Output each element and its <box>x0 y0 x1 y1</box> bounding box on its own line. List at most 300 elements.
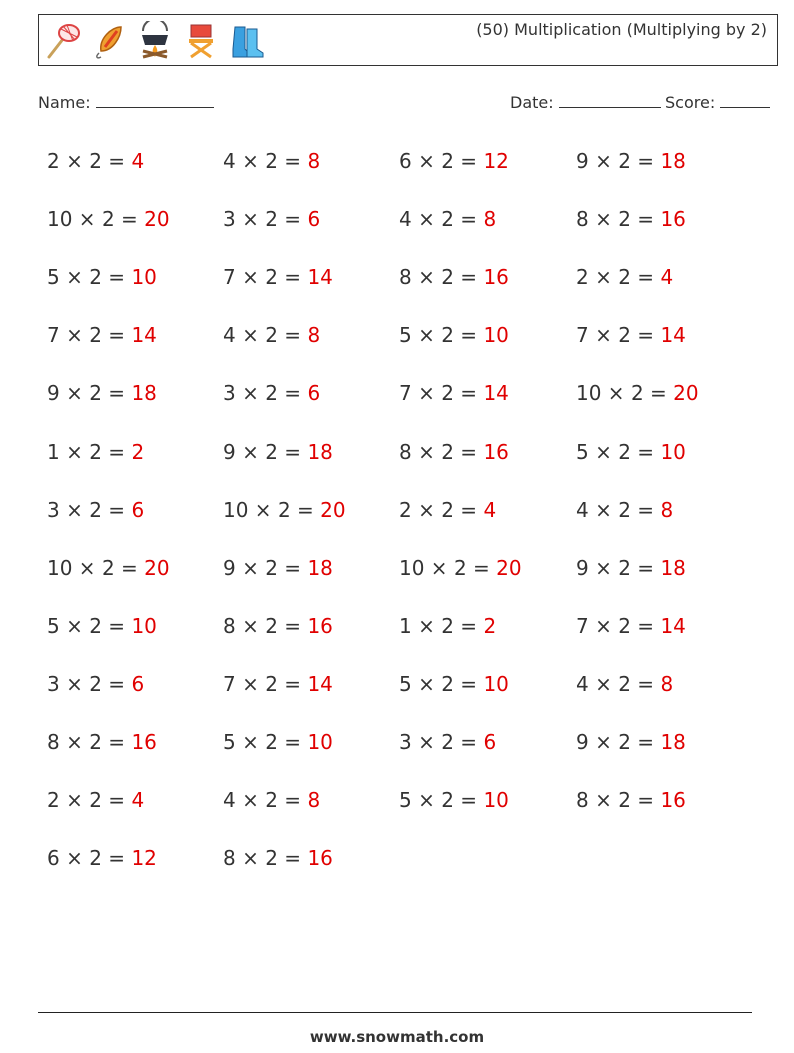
problem-item <box>47 730 157 754</box>
times-sign: × <box>588 498 619 522</box>
problem-item <box>47 556 170 580</box>
equals-sign: = <box>453 614 484 638</box>
multiplicand: 5 <box>576 440 589 464</box>
header-icons <box>43 19 267 63</box>
times-sign: × <box>235 788 266 812</box>
multiplier: 2 <box>618 730 631 754</box>
multiplier: 2 <box>618 265 631 289</box>
times-sign: × <box>235 149 266 173</box>
times-sign: × <box>588 265 619 289</box>
multiplier: 2 <box>265 381 278 405</box>
equals-sign: = <box>630 672 661 696</box>
equals-sign: = <box>630 614 661 638</box>
multiplicand: 3 <box>47 672 60 696</box>
problem-item <box>223 440 333 464</box>
problem-item <box>576 614 686 638</box>
equals-sign: = <box>630 556 661 580</box>
equals-sign: = <box>630 207 661 231</box>
equals-sign: = <box>630 265 661 289</box>
times-sign: × <box>411 440 442 464</box>
problem-item <box>576 265 673 289</box>
equals-sign: = <box>630 730 661 754</box>
multiplicand: 10 <box>399 556 425 580</box>
multiplicand: 9 <box>576 556 589 580</box>
times-sign: × <box>248 498 278 522</box>
multiplier: 2 <box>89 672 102 696</box>
multiplier: 2 <box>89 730 102 754</box>
multiplier: 2 <box>277 498 291 522</box>
name-blank[interactable] <box>96 93 214 108</box>
multiplicand: 8 <box>223 846 236 870</box>
multiplicand: 7 <box>576 614 589 638</box>
times-sign: × <box>411 149 442 173</box>
multiplier: 2 <box>453 556 467 580</box>
answer: 16 <box>483 440 509 464</box>
equals-sign: = <box>101 265 132 289</box>
times-sign: × <box>411 730 442 754</box>
multiplicand: 7 <box>47 323 60 347</box>
answer: 8 <box>307 149 321 173</box>
answer: 6 <box>307 207 321 231</box>
answer: 6 <box>483 730 497 754</box>
answer: 10 <box>307 730 333 754</box>
multiplier: 2 <box>441 207 454 231</box>
multiplier: 2 <box>89 381 102 405</box>
answer: 10 <box>131 265 157 289</box>
multiplicand: 10 <box>576 381 602 405</box>
problem-item <box>399 440 509 464</box>
equals-sign: = <box>101 381 132 405</box>
answer: 8 <box>307 788 321 812</box>
name-field[interactable] <box>38 93 214 112</box>
multiplier: 2 <box>441 672 454 696</box>
multiplier: 2 <box>441 149 454 173</box>
answer: 12 <box>483 149 509 173</box>
equals-sign: = <box>453 730 484 754</box>
equals-sign: = <box>630 149 661 173</box>
times-sign: × <box>411 265 442 289</box>
multiplier: 2 <box>618 672 631 696</box>
equals-sign: = <box>453 323 484 347</box>
answer: 4 <box>660 265 674 289</box>
problem-item <box>47 614 157 638</box>
multiplier: 2 <box>441 730 454 754</box>
multiplicand: 8 <box>576 207 589 231</box>
times-sign: × <box>59 788 90 812</box>
multiplier: 2 <box>265 788 278 812</box>
butterfly-net-icon <box>43 21 83 61</box>
date-label: Date: <box>510 93 554 112</box>
equals-sign: = <box>101 323 132 347</box>
multiplier: 2 <box>441 788 454 812</box>
multiplicand: 9 <box>576 730 589 754</box>
equals-sign: = <box>101 149 132 173</box>
problem-item <box>576 498 673 522</box>
footer-site: www.snowmath.com <box>309 1028 485 1046</box>
problem-item <box>47 265 157 289</box>
multiplicand: 10 <box>223 498 249 522</box>
multiplicand: 4 <box>223 149 236 173</box>
multiplicand: 3 <box>223 207 236 231</box>
answer: 16 <box>307 846 333 870</box>
times-sign: × <box>588 207 619 231</box>
times-sign: × <box>72 207 102 231</box>
footer-divider <box>38 1012 752 1013</box>
answer: 20 <box>144 556 170 580</box>
answer: 20 <box>496 556 522 580</box>
problem-item <box>576 381 699 405</box>
equals-sign: = <box>630 440 661 464</box>
multiplier: 2 <box>618 440 631 464</box>
campfire-pot-icon <box>135 21 175 61</box>
times-sign: × <box>235 440 266 464</box>
equals-sign: = <box>466 556 497 580</box>
multiplier: 2 <box>101 556 115 580</box>
times-sign: × <box>235 614 266 638</box>
date-blank[interactable] <box>559 93 661 108</box>
multiplicand: 8 <box>399 440 412 464</box>
worksheet-header <box>38 14 778 66</box>
answer: 20 <box>673 381 699 405</box>
times-sign: × <box>59 498 90 522</box>
problem-item <box>399 614 496 638</box>
problem-item <box>47 440 144 464</box>
times-sign: × <box>588 556 619 580</box>
equals-sign: = <box>277 614 308 638</box>
problem-item <box>399 265 509 289</box>
multiplicand: 4 <box>576 672 589 696</box>
multiplier: 2 <box>441 614 454 638</box>
problem-item <box>223 207 320 231</box>
multiplicand: 2 <box>576 265 589 289</box>
problem-item <box>47 323 157 347</box>
score-field[interactable] <box>665 93 770 112</box>
equals-sign: = <box>290 498 321 522</box>
equals-sign: = <box>630 323 661 347</box>
multiplicand: 5 <box>399 323 412 347</box>
answer: 14 <box>131 323 157 347</box>
equals-sign: = <box>101 730 132 754</box>
multiplier: 2 <box>618 556 631 580</box>
answer: 6 <box>131 498 145 522</box>
answer: 10 <box>131 614 157 638</box>
multiplier: 2 <box>618 788 631 812</box>
problem-item <box>223 846 333 870</box>
problem-item <box>399 323 509 347</box>
multiplicand: 3 <box>223 381 236 405</box>
equals-sign: = <box>453 440 484 464</box>
times-sign: × <box>235 846 266 870</box>
multiplicand: 9 <box>223 440 236 464</box>
score-blank[interactable] <box>720 93 770 108</box>
equals-sign: = <box>453 672 484 696</box>
times-sign: × <box>59 672 90 696</box>
problem-item <box>223 556 333 580</box>
answer: 16 <box>131 730 157 754</box>
multiplicand: 10 <box>47 556 73 580</box>
multiplicand: 3 <box>399 730 412 754</box>
multiplicand: 7 <box>576 323 589 347</box>
multiplicand: 4 <box>223 788 236 812</box>
multiplier: 2 <box>89 788 102 812</box>
multiplier: 2 <box>265 440 278 464</box>
equals-sign: = <box>277 788 308 812</box>
equals-sign: = <box>277 149 308 173</box>
multiplier: 2 <box>265 556 278 580</box>
answer: 14 <box>660 614 686 638</box>
multiplicand: 1 <box>399 614 412 638</box>
problem-item <box>399 730 496 754</box>
multiplier: 2 <box>265 149 278 173</box>
multiplier: 2 <box>618 323 631 347</box>
multiplier: 2 <box>265 323 278 347</box>
problem-item <box>223 265 333 289</box>
times-sign: × <box>59 440 90 464</box>
times-sign: × <box>588 440 619 464</box>
answer: 14 <box>483 381 509 405</box>
answer: 6 <box>131 672 145 696</box>
date-field[interactable] <box>510 93 661 112</box>
equals-sign: = <box>101 614 132 638</box>
equals-sign: = <box>453 381 484 405</box>
problem-item <box>576 440 686 464</box>
problem-item <box>399 672 509 696</box>
times-sign: × <box>424 556 454 580</box>
problem-item <box>223 614 333 638</box>
equals-sign: = <box>101 440 132 464</box>
equals-sign: = <box>453 207 484 231</box>
times-sign: × <box>588 788 619 812</box>
times-sign: × <box>59 265 90 289</box>
times-sign: × <box>235 323 266 347</box>
multiplier: 2 <box>618 149 631 173</box>
worksheet-title: (50) Multiplication (Multiplying by 2) <box>476 20 767 39</box>
equals-sign: = <box>114 207 145 231</box>
times-sign: × <box>411 207 442 231</box>
multiplier: 2 <box>265 672 278 696</box>
multiplicand: 2 <box>47 149 60 173</box>
equals-sign: = <box>101 846 132 870</box>
times-sign: × <box>59 730 90 754</box>
times-sign: × <box>588 672 619 696</box>
equals-sign: = <box>453 149 484 173</box>
multiplier: 2 <box>618 498 631 522</box>
multiplier: 2 <box>441 323 454 347</box>
problem-item <box>399 556 522 580</box>
problem-item <box>47 381 157 405</box>
times-sign: × <box>601 381 631 405</box>
multiplier: 2 <box>618 614 631 638</box>
problem-item <box>47 207 170 231</box>
answer: 8 <box>660 498 674 522</box>
multiplicand: 8 <box>47 730 60 754</box>
times-sign: × <box>59 149 90 173</box>
answer: 20 <box>320 498 346 522</box>
fishing-lure-icon <box>89 21 129 61</box>
problem-item <box>47 149 144 173</box>
multiplicand: 4 <box>576 498 589 522</box>
multiplier: 2 <box>441 498 454 522</box>
equals-sign: = <box>101 788 132 812</box>
problem-item <box>399 149 509 173</box>
equals-sign: = <box>101 498 132 522</box>
problem-item <box>399 788 509 812</box>
problem-item <box>47 672 144 696</box>
answer: 10 <box>483 672 509 696</box>
multiplicand: 9 <box>47 381 60 405</box>
multiplicand: 5 <box>47 265 60 289</box>
times-sign: × <box>411 323 442 347</box>
problem-item <box>223 323 320 347</box>
times-sign: × <box>235 730 266 754</box>
multiplier: 2 <box>618 207 631 231</box>
answer: 8 <box>483 207 497 231</box>
multiplicand: 2 <box>399 498 412 522</box>
multiplicand: 8 <box>576 788 589 812</box>
name-label: Name: <box>38 93 91 112</box>
equals-sign: = <box>277 846 308 870</box>
equals-sign: = <box>643 381 674 405</box>
multiplicand: 9 <box>223 556 236 580</box>
multiplicand: 5 <box>399 672 412 696</box>
times-sign: × <box>235 207 266 231</box>
problem-item <box>399 381 509 405</box>
problem-item <box>576 556 686 580</box>
times-sign: × <box>59 846 90 870</box>
times-sign: × <box>411 672 442 696</box>
equals-sign: = <box>277 207 308 231</box>
times-sign: × <box>411 498 442 522</box>
multiplier: 2 <box>630 381 644 405</box>
answer: 10 <box>483 323 509 347</box>
times-sign: × <box>235 381 266 405</box>
times-sign: × <box>411 614 442 638</box>
equals-sign: = <box>453 265 484 289</box>
answer: 16 <box>307 614 333 638</box>
answer: 18 <box>660 730 686 754</box>
multiplicand: 3 <box>47 498 60 522</box>
multiplicand: 4 <box>223 323 236 347</box>
problem-item <box>47 846 157 870</box>
problem-item <box>223 672 333 696</box>
multiplicand: 10 <box>47 207 73 231</box>
answer: 18 <box>660 149 686 173</box>
multiplicand: 4 <box>399 207 412 231</box>
multiplier: 2 <box>89 149 102 173</box>
equals-sign: = <box>277 556 308 580</box>
multiplicand: 8 <box>223 614 236 638</box>
multiplier: 2 <box>441 440 454 464</box>
camping-chair-icon <box>181 21 221 61</box>
multiplier: 2 <box>89 440 102 464</box>
multiplicand: 5 <box>223 730 236 754</box>
answer: 4 <box>131 149 145 173</box>
problem-item <box>223 730 333 754</box>
equals-sign: = <box>114 556 145 580</box>
multiplier: 2 <box>89 323 102 347</box>
multiplicand: 5 <box>47 614 60 638</box>
times-sign: × <box>59 381 90 405</box>
multiplier: 2 <box>89 846 102 870</box>
problem-item <box>576 207 686 231</box>
multiplier: 2 <box>441 381 454 405</box>
answer: 2 <box>131 440 145 464</box>
answer: 16 <box>660 788 686 812</box>
answer: 14 <box>307 265 333 289</box>
equals-sign: = <box>630 498 661 522</box>
problem-item <box>576 788 686 812</box>
problem-item <box>399 498 496 522</box>
equals-sign: = <box>277 381 308 405</box>
multiplicand: 7 <box>399 381 412 405</box>
multiplicand: 9 <box>576 149 589 173</box>
equals-sign: = <box>453 788 484 812</box>
equals-sign: = <box>101 672 132 696</box>
multiplicand: 8 <box>399 265 412 289</box>
multiplicand: 2 <box>47 788 60 812</box>
times-sign: × <box>411 788 442 812</box>
answer: 18 <box>131 381 157 405</box>
rain-boots-icon <box>227 21 267 61</box>
equals-sign: = <box>277 440 308 464</box>
multiplicand: 7 <box>223 672 236 696</box>
answer: 4 <box>483 498 497 522</box>
multiplier: 2 <box>265 730 278 754</box>
answer: 14 <box>307 672 333 696</box>
times-sign: × <box>588 730 619 754</box>
answer: 18 <box>660 556 686 580</box>
times-sign: × <box>588 149 619 173</box>
problem-item <box>47 498 144 522</box>
times-sign: × <box>59 323 90 347</box>
multiplier: 2 <box>265 614 278 638</box>
answer: 16 <box>483 265 509 289</box>
equals-sign: = <box>277 265 308 289</box>
problem-item <box>576 730 686 754</box>
answer: 18 <box>307 440 333 464</box>
multiplicand: 7 <box>223 265 236 289</box>
answer: 4 <box>131 788 145 812</box>
problem-item <box>576 323 686 347</box>
times-sign: × <box>59 614 90 638</box>
answer: 12 <box>131 846 157 870</box>
answer: 2 <box>483 614 497 638</box>
multiplier: 2 <box>441 265 454 289</box>
problem-item <box>223 149 320 173</box>
multiplier: 2 <box>101 207 115 231</box>
answer: 8 <box>307 323 321 347</box>
multiplier: 2 <box>265 207 278 231</box>
answer: 14 <box>660 323 686 347</box>
multiplier: 2 <box>89 614 102 638</box>
times-sign: × <box>235 265 266 289</box>
answer: 18 <box>307 556 333 580</box>
multiplier: 2 <box>265 265 278 289</box>
multiplier: 2 <box>89 498 102 522</box>
multiplier: 2 <box>89 265 102 289</box>
multiplicand: 1 <box>47 440 60 464</box>
problem-item <box>576 672 673 696</box>
times-sign: × <box>235 556 266 580</box>
multiplicand: 6 <box>399 149 412 173</box>
times-sign: × <box>588 323 619 347</box>
answer: 20 <box>144 207 170 231</box>
problem-item <box>223 788 320 812</box>
times-sign: × <box>588 614 619 638</box>
times-sign: × <box>235 672 266 696</box>
problem-item <box>399 207 496 231</box>
answer: 8 <box>660 672 674 696</box>
